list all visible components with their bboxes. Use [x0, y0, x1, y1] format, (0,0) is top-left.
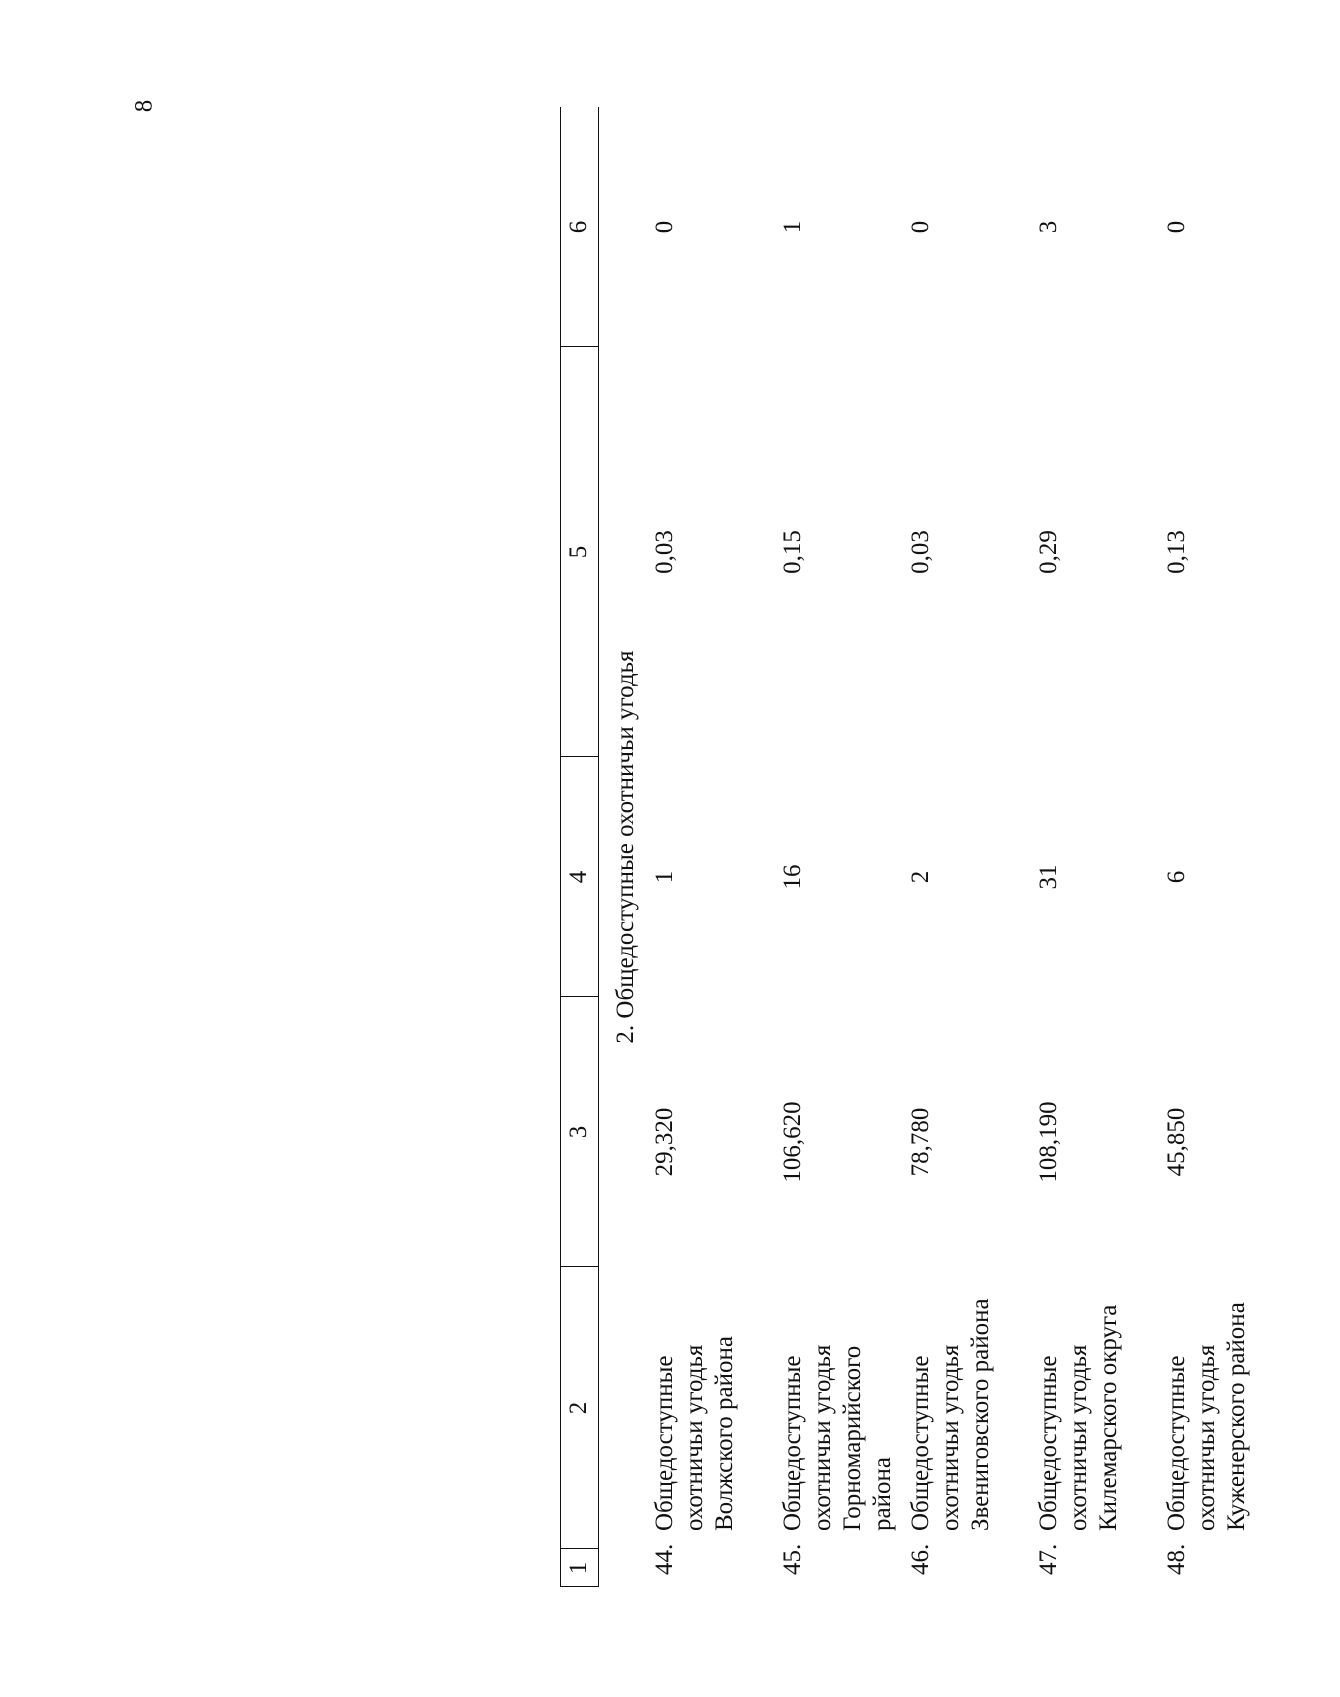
- section-title: 2. Общедоступные охотничьи угодья: [612, 650, 639, 1044]
- cell-col3: 45,850: [1163, 1107, 1190, 1177]
- cell-col5: 0,15: [779, 530, 806, 574]
- column-header-2: 2: [565, 1401, 592, 1415]
- cell-col6: 0: [1163, 220, 1190, 234]
- row-name-cell: [650, 1285, 740, 1575]
- column-header-4: 4: [565, 870, 592, 884]
- row-name-cell: [778, 1285, 898, 1575]
- cell-col3: 29,320: [651, 1107, 678, 1177]
- row-number: 45.: [779, 1543, 806, 1575]
- row-name-cell: [1034, 1285, 1124, 1575]
- row-name: Общедоступные охотничьи угодья Горномарийского района: [779, 1344, 896, 1531]
- cell-col5: 0,29: [1035, 530, 1062, 574]
- table-sheet: [560, 107, 1340, 1587]
- row-name: Общедоступные охотничьи угодья Килемарского округа: [1035, 1304, 1122, 1531]
- row-name: Общедоступные охотничьи угодья Куженерского района: [1163, 1302, 1250, 1531]
- row-number: 47.: [1035, 1543, 1062, 1575]
- cell-col4: 6: [1163, 870, 1190, 884]
- row-name: Общедоступные охотничьи угодья Волжского района: [651, 1336, 738, 1531]
- cell-col3: 108,190: [1035, 1101, 1062, 1183]
- cell-col3: 106,620: [779, 1101, 806, 1183]
- cell-col5: 0,13: [1163, 530, 1190, 574]
- table-header-rule: [598, 107, 599, 1587]
- cell-col4: 16: [779, 864, 806, 890]
- cell-col5: 0,03: [907, 530, 934, 574]
- cell-col6: 3: [1035, 220, 1062, 234]
- cell-col3: 78,780: [907, 1107, 934, 1177]
- row-number: 46.: [907, 1543, 934, 1575]
- cell-col4: 1: [651, 870, 678, 884]
- column-header-3: 3: [565, 1125, 592, 1139]
- page-number: 8: [130, 99, 158, 113]
- row-name-cell: [906, 1285, 996, 1575]
- column-header-5: 5: [565, 545, 592, 559]
- row-name: Общедоступные охотничьи угодья Звениговского района: [907, 1298, 994, 1531]
- column-header-1: 1: [565, 1561, 592, 1575]
- cell-col6: 0: [907, 220, 934, 234]
- cell-col4: 2: [907, 870, 934, 884]
- cell-col6: 0: [651, 220, 678, 234]
- row-number: 48.: [1163, 1543, 1190, 1575]
- cell-col4: 31: [1035, 864, 1062, 890]
- row-number: 44.: [651, 1543, 678, 1575]
- cell-col5: 0,03: [651, 530, 678, 574]
- row-name-cell: [1162, 1285, 1252, 1575]
- cell-col6: 1: [779, 220, 806, 234]
- column-header-6: 6: [565, 220, 592, 234]
